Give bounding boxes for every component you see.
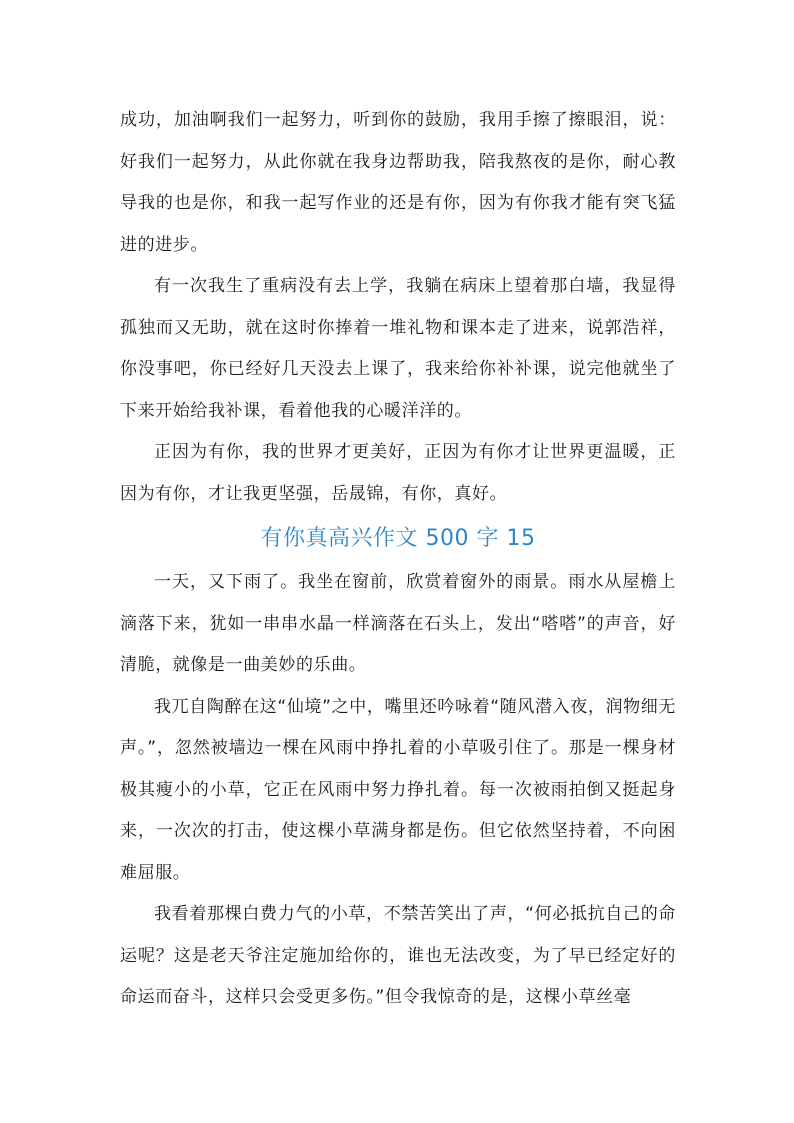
article-heading: 有你真高兴作文 500 字 15 xyxy=(260,526,536,551)
paragraph-fate: 我看着那棵白费力气的小草，不禁苦笑出了声，“何必抵抗自己的命运呢？这是老天爷注定施加给你的，谁也无法改变，为了早已经定好的命运而奋斗，这样只会受更多伤。”但令我惊奇的是，这棵小草丝毫 xyxy=(120,904,676,1007)
article-body xyxy=(120,100,676,1019)
paragraph-grass: 我兀自陶醉在这“仙境”之中，嘴里还吟咏着“随风潜入夜，润物细无声。”，忽然被墙边一棵在风雨中挣扎着的小草吸引住了。那是一棵身材极其瘦小的小草，它正在风雨中努力挣扎着。每一次被雨拍倒又挺起身来，一次次的打击，使这棵小草满身都是伤。但它依然坚持着，不向困难屈服。 xyxy=(120,696,676,883)
paragraph-sick-day: 有一次我生了重病没有去上学，我躺在病床上望着那白墙，我显得孤独而又无助，就在这时你捧着一堆礼物和课本走了进来，说郭浩祥，你没事吧，你已经好几天没去上课了，我来给你补补课，说完他就坐了下来开始给我补课，看着他我的心暖洋洋的。 xyxy=(120,276,676,421)
paragraph-continued: 成功，加油啊我们一起努力，听到你的鼓励，我用手擦了擦眼泪，说：好我们一起努力，从此你就在我身边帮助我，陪我熬夜的是你，耐心教导我的也是你，和我一起写作业的还是有你，因为有你我才能有突飞猛进的进步。 xyxy=(120,110,676,255)
paragraph-conclusion: 正因为有你，我的世界才更美好，正因为有你才让世界更温暖，正因为有你，才让我更坚强，岳晟锦，有你，真好。 xyxy=(120,442,676,504)
paragraph-rain: 一天，又下雨了。我坐在窗前，欣赏着窗外的雨景。雨水从屋檐上滴落下来，犹如一串串水晶一样滴落在石头上，发出“嗒嗒”的声音，好清脆，就像是一曲美妙的乐曲。 xyxy=(120,572,676,675)
